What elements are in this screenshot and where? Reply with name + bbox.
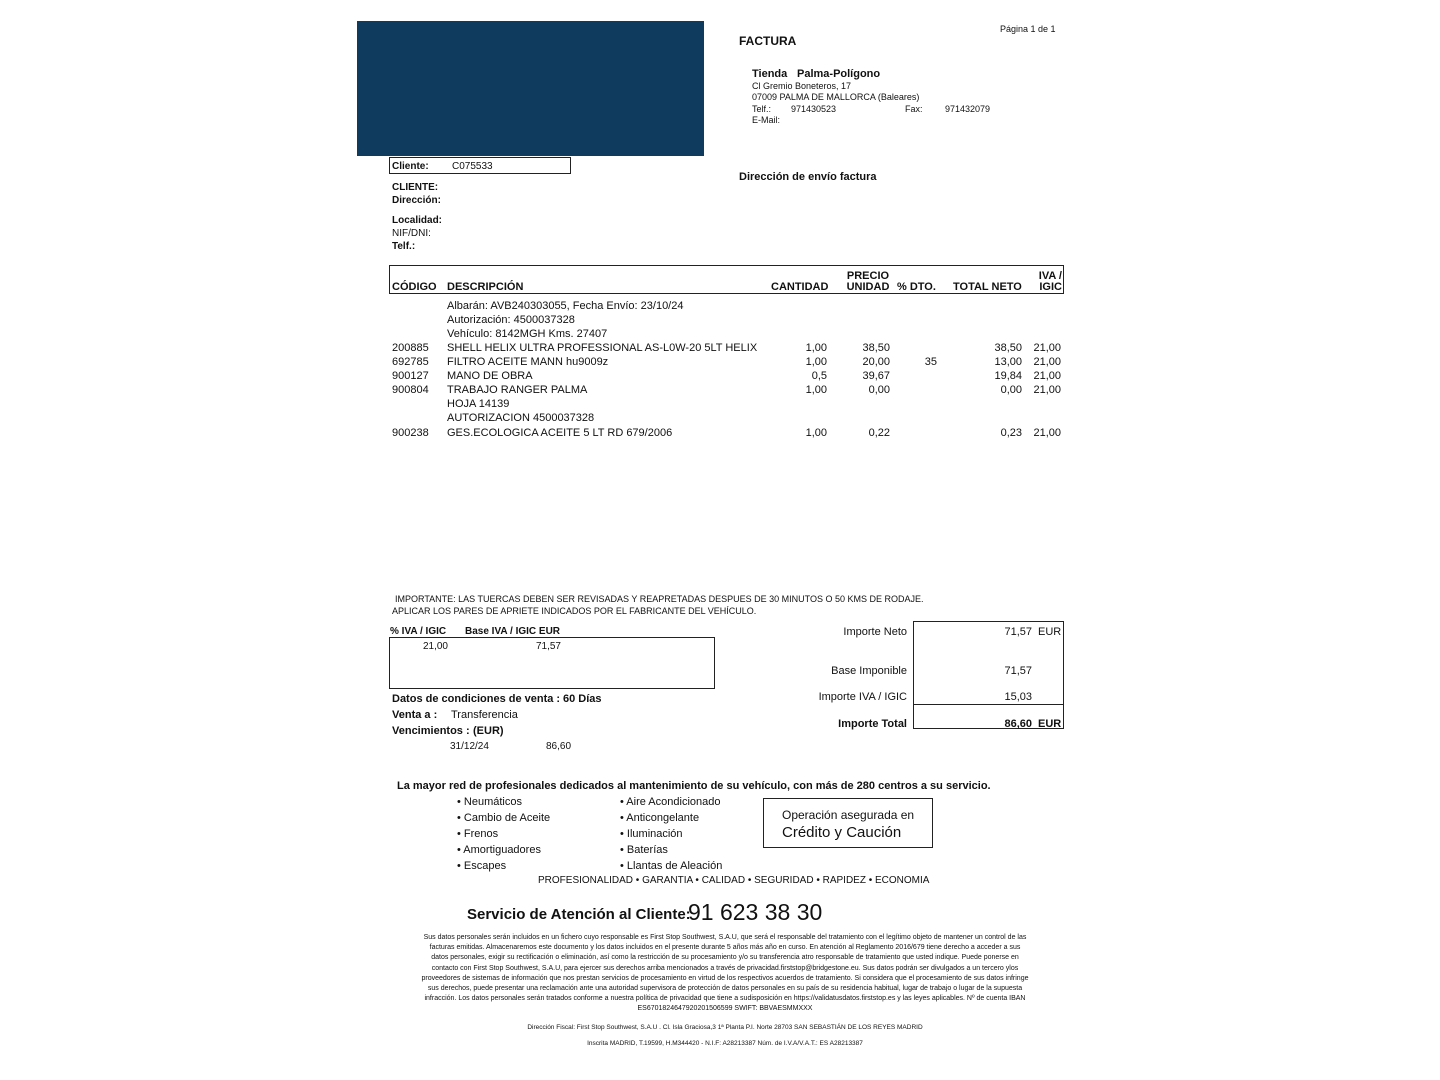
row-code: 900127 — [392, 370, 429, 382]
header-descripcion: DESCRIPCIÓN — [447, 281, 524, 293]
row-price: 0,22 — [868, 427, 890, 439]
client-locality-label: Localidad: — [392, 215, 443, 226]
client-code: C075533 — [452, 161, 493, 172]
legal-notice — [390, 933, 1060, 1015]
promo-headline: La mayor red de profesionales dedicados al mantenimiento de su vehículo, con más de 280 centros a su servicio. — [397, 780, 991, 792]
vencimiento-date: 31/12/24 — [450, 741, 489, 752]
store-label: Tienda — [752, 68, 788, 80]
note-albaran: Albarán: AVB240303055, Fecha Envío: 23/10/24 — [447, 300, 684, 312]
service-item: • Cambio de Aceite — [457, 812, 551, 824]
redacted-block — [357, 21, 704, 156]
importe-iva: 15,03 — [1004, 691, 1032, 703]
tax-base: 71,57 — [535, 641, 561, 652]
row-quantity: 0,5 — [811, 370, 827, 382]
row-iva: 21,00 — [1033, 370, 1061, 382]
row-price: 0,00 — [868, 384, 890, 396]
service-item: • Amortiguadores — [457, 844, 541, 856]
store-email-label: E-Mail: — [752, 115, 781, 125]
client-code-label: Cliente: — [392, 161, 429, 172]
row-description: FILTRO ACEITE MANN hu9009z — [447, 356, 609, 368]
vencimientos-currency: (EUR) — [473, 725, 504, 737]
service-item: • Escapes — [457, 860, 507, 872]
service-item: • Neumáticos — [457, 796, 522, 808]
row-description: GES.ECOLOGICA ACEITE 5 LT RD 679/2006 — [447, 427, 673, 439]
page-number: Página 1 de 1 — [1000, 24, 1056, 34]
service-item: • Anticongelante — [620, 812, 700, 824]
vencimientos-label: Vencimientos : — [392, 725, 470, 737]
row-iva: 21,00 — [1033, 342, 1061, 354]
tax-base-label: Base IVA / IGIC EUR — [465, 626, 561, 637]
service-item: • Iluminación — [620, 828, 683, 840]
row-description: TRABAJO RANGER PALMA — [447, 384, 588, 396]
table-row — [389, 427, 1065, 441]
table-row — [389, 398, 1065, 412]
service-item: • Frenos — [457, 828, 499, 840]
store-tel: 971430523 — [791, 104, 837, 114]
important-notice-line1: IMPORTANTE: LAS TUERCAS DEBEN SER REVISADAS Y REAPRETADAS DESPUES DE 30 MINUTOS O 50 KMS DE RODAJE. — [395, 594, 924, 604]
row-quantity: 1,00 — [805, 342, 827, 354]
importe-iva-label: Importe IVA / IGIC — [818, 691, 907, 703]
service-item: • Baterías — [620, 844, 668, 856]
row-price: 20,00 — [862, 356, 890, 368]
client-address-label: Dirección: — [392, 195, 441, 206]
row-quantity: 1,00 — [805, 427, 827, 439]
header-codigo: CÓDIGO — [392, 281, 437, 293]
row-price: 39,67 — [862, 370, 890, 382]
importe-total: 86,60 — [1004, 718, 1032, 730]
legal-line: infracción. Los datos personales serán tratados conforme a nuestra política de privacidad que tiene a sudisposición en https://validatusdatos.firststop.es y las leyes aplicables. Nº de cuenta IBAN — [424, 995, 1026, 1003]
vencimiento-amount: 86,60 — [546, 741, 572, 752]
row-quantity: 1,00 — [805, 384, 827, 396]
base-imponible: 71,57 — [1004, 665, 1032, 677]
table-row — [389, 412, 1065, 426]
row-total: 38,50 — [994, 342, 1022, 354]
store-fax-label: Fax: — [905, 104, 923, 114]
row-total: 13,00 — [994, 356, 1022, 368]
row-price: 38,50 — [862, 342, 890, 354]
row-total: 0,23 — [1000, 427, 1022, 439]
table-row — [389, 342, 1065, 356]
customer-service-phone: 91 623 38 30 — [688, 899, 823, 925]
row-code: 200885 — [392, 342, 429, 354]
tax-pct-label: % IVA / IGIC — [390, 626, 447, 637]
store-address-line2: 07009 PALMA DE MALLORCA (Baleares) — [752, 92, 920, 102]
legal-line: facturas emitidas. Almacenaremos este documento y los datos incluidos en el presente durante 5 años más año en curso. En atención al Reglamento 2016/679 tiene derecho a acceder a sus — [429, 944, 1021, 952]
header-iva: IVA / — [1038, 270, 1062, 282]
header-precio: PRECIO — [846, 270, 890, 282]
conditions-label: Datos de condiciones de venta : — [392, 693, 561, 705]
insurance-line1: Operación asegurada en — [782, 808, 915, 822]
row-total: 0,00 — [1000, 384, 1022, 396]
registration-info: Inscrita MADRID, T.19599, H.M344420 - N.I.F: A28213387 Núm. de I.V.A/V.A.T.: ES A28213387 — [587, 1040, 863, 1047]
store-name: Palma-Polígono — [797, 68, 881, 80]
client-name-label: CLIENTE: — [392, 182, 439, 193]
store-address-line1: Cl Gremio Boneteros, 17 — [752, 81, 852, 91]
row-iva: 21,00 — [1033, 384, 1061, 396]
importe-neto-label: Importe Neto — [843, 626, 907, 638]
row-total: 19,84 — [994, 370, 1022, 382]
store-fax: 971432079 — [945, 104, 991, 114]
legal-line: sus derechos, puede presentar una reclamación ante una autoridad supervisora de protección de datos personales en su país de su residencia habitual, lugar de trabajo o lugar de la supuesta — [427, 985, 1023, 993]
client-nif-label: NIF/DNI: — [392, 228, 431, 239]
venta-label: Venta a : — [392, 709, 438, 721]
venta-value: Transferencia — [451, 709, 518, 721]
important-notice-line2: APLICAR LOS PARES DE APRIETE INDICADOS POR EL FABRICANTE DEL VEHÍCULO. — [392, 606, 757, 616]
client-phone-label: Telf.: — [392, 241, 416, 252]
legal-line: datos personales, exigir su rectificación o eliminación, así como la restricción de su procesamiento y/o su transferencia atro responsable de tratamiento que usted indique. Puede ponerse en — [431, 954, 1019, 962]
legal-line: Sus datos personales serán incluidos en un fichero cuyo responsable es First Stop Southwest, S.A.U, que será el responsable del tratamiento con el legítimo objeto de mantener un control de las — [423, 934, 1027, 941]
note-vehiculo: Vehículo: 8142MGH Kms. 27407 — [447, 328, 608, 340]
table-row — [389, 384, 1065, 398]
importe-total-currency: EUR — [1038, 718, 1062, 730]
row-quantity: 1,00 — [805, 356, 827, 368]
row-description: SHELL HELIX ULTRA PROFESSIONAL AS-L0W-20 5LT HELIX — [447, 342, 758, 354]
insurance-line2: Crédito y Caución — [782, 824, 902, 841]
row-code: 692785 — [392, 356, 429, 368]
row-iva: 21,00 — [1033, 356, 1061, 368]
header-dto: % DTO. — [897, 281, 936, 293]
header-igic: IGIC — [1039, 281, 1062, 293]
legal-line: proveedores de sistemas de información que nos prestan servicios de procesamiento en virtud de los respectivos acuerdos de tratamiento. Si considera que el procesamiento de sus datos infringe — [421, 974, 1029, 982]
header-total: TOTAL NETO — [953, 281, 1022, 293]
customer-service-label: Servicio de Atención al Cliente: — [467, 906, 691, 923]
row-description: AUTORIZACION 4500037328 — [447, 412, 595, 424]
note-autorizacion: Autorización: 4500037328 — [447, 314, 575, 326]
row-code: 900238 — [392, 427, 429, 439]
service-item: • Llantas de Aleación — [620, 860, 723, 872]
importe-total-label: Importe Total — [838, 718, 907, 730]
legal-line: ES6701824647920201506599 SWIFT: BBVAESMMXXX — [637, 1005, 813, 1013]
base-imponible-label: Base Imponible — [831, 665, 907, 677]
header-unidad: UNIDAD — [846, 281, 890, 293]
row-discount: 35 — [924, 356, 937, 368]
row-code: 900804 — [392, 384, 429, 396]
totals-divider — [913, 704, 1064, 705]
header-cantidad: CANTIDAD — [771, 281, 829, 293]
row-description: HOJA 14139 — [447, 398, 510, 410]
legal-line: contacto con First Stop Southwest, S.A.U, para ejercer sus derechos arriba mencionados a través de privacidad.firststop@bridgestone.eu. Sus datos podrán ser divulgados a un tercero ylos — [431, 964, 1019, 972]
importe-neto: 71,57 — [1004, 626, 1032, 638]
store-tel-label: Telf.: — [752, 104, 772, 114]
fiscal-address: Dirección Fiscal: First Stop Southwest, S.A.U . Cl. Isla Graciosa,3 1ª Planta P.I. Norte 28703 SAN SEBASTIÁN DE LOS REYES MADRID — [527, 1024, 923, 1031]
service-item: • Aire Acondicionado — [620, 796, 721, 808]
tax-pct: 21,00 — [422, 641, 448, 652]
shipping-title: Dirección de envío factura — [739, 171, 877, 183]
row-description: MANO DE OBRA — [447, 370, 533, 382]
conditions-value: 60 Días — [563, 693, 602, 705]
table-row — [389, 370, 1065, 384]
row-iva: 21,00 — [1033, 427, 1061, 439]
document-title: FACTURA — [739, 34, 797, 48]
importe-neto-currency: EUR — [1038, 626, 1062, 638]
company-values: PROFESIONALIDAD • GARANTIA • CALIDAD • SEGURIDAD • RAPIDEZ • ECONOMIA — [538, 875, 930, 886]
table-row — [389, 356, 1065, 370]
